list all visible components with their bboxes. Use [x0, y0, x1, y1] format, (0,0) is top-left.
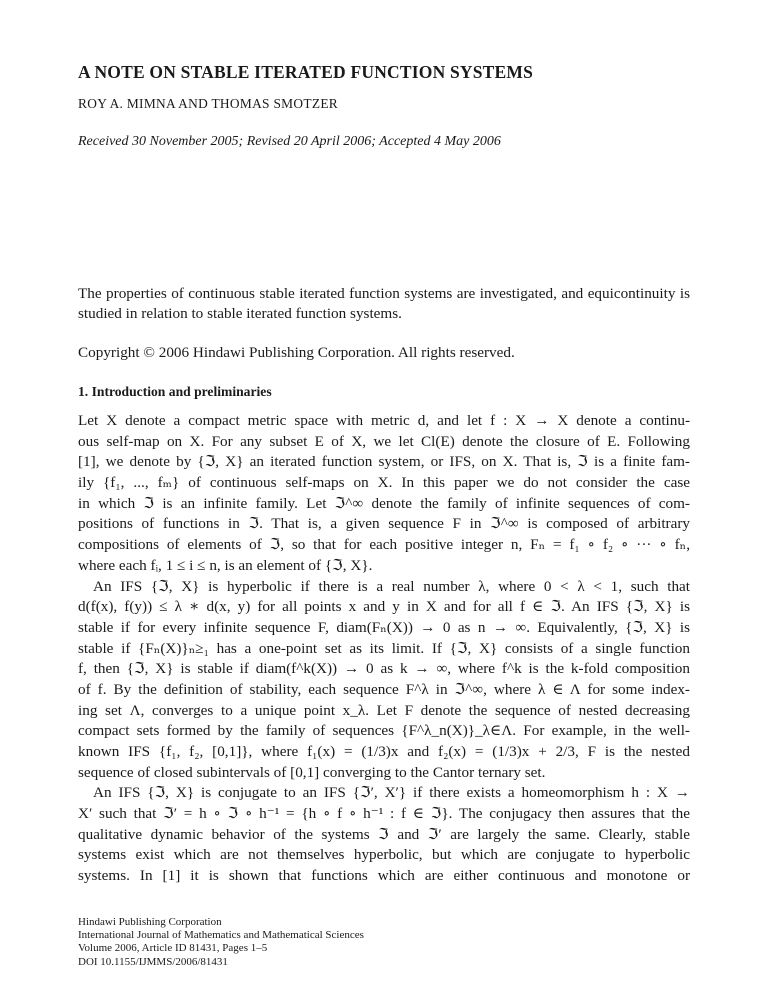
body-line: where each fᵢ, 1 ≤ i ≤ n, is an element of {ℑ, X}.: [78, 556, 373, 574]
body-line: [1], we denote by {ℑ, X} an iterated function system, or IFS, on X. That is, ℑ is a finite fam-: [78, 453, 690, 471]
body-line: qualitative dynamic behavior of the systems ℑ and ℑ′ are largely the same. Clearly, stable: [78, 825, 690, 843]
body-line: f, then {ℑ, X} is stable if diam(f^k(X)) → 0 as k → ∞, where f^k is the k-fold composition: [78, 660, 690, 678]
body-line: ous self-map on X. For any subset E of X, we let Cl(E) denote the closure of E. Following: [78, 432, 690, 450]
body-line: ing set Λ, converges to a unique point x_λ. Let F denote the sequence of nested decreasing: [78, 701, 690, 719]
journal-name: International Journal of Mathematics and Mathematical Sciences: [78, 929, 364, 942]
body-line: systems exist which are not themselves hyperbolic, but which are conjugate to hyperbolic: [78, 846, 690, 864]
volume-info: Volume 2006, Article ID 81431, Pages 1–5: [78, 942, 268, 955]
received-dates: Received 30 November 2005; Revised 20 April 2006; Accepted 4 May 2006: [78, 134, 501, 149]
body-line: known IFS {f₁, f₂, [0,1]}, where f₁(x) = (1/3)x and f₂(x) = (1/3)x + 2/3, F is the nested: [78, 743, 690, 760]
body-line: in which ℑ is an infinite family. Let ℑ^∞ denote the family of infinite sequences of com-: [78, 494, 690, 512]
body-line: compact sets formed by the family of sequences {F^λ_n(X)}_λ∈Λ. For example, in the well-: [78, 722, 690, 740]
body-line: An IFS {ℑ, X} is conjugate to an IFS {ℑ′, X′} if there exists a homeomorphism h : X →: [93, 784, 690, 802]
body-line: sequence of closed subintervals of [0,1] converging to the Cantor ternary set.: [78, 763, 546, 781]
body-line: Let X denote a compact metric space with metric d, and let f : X → X denote a continu-: [78, 412, 690, 429]
body-line: stable if {Fₙ(X)}ₙ≥₁ has a one-point set as its limit. If {ℑ, X} consists of a single function: [78, 639, 690, 657]
doi: DOI 10.1155/IJMMS/2006/81431: [78, 955, 228, 968]
body-line: systems. In [1] it is shown that functions which are either continuous and monotone or: [78, 867, 690, 885]
publisher-name: Hindawi Publishing Corporation: [78, 916, 222, 928]
body-line: compositions of elements of ℑ, so that for each positive integer n, Fₙ = f₁ ∘ f₂ ∘ ··· ∘ fₙ,: [78, 536, 690, 554]
author-list: ROY A. MIMNA AND THOMAS SMOTZER: [78, 96, 339, 111]
body-line: ily {f₁, ..., fₘ} of continuous self-maps on X. In this paper we do not consider the case: [78, 474, 690, 492]
copyright-notice: Copyright © 2006 Hindawi Publishing Corporation. All rights reserved.: [78, 344, 515, 361]
body-line: positions of functions in ℑ. That is, a given sequence F in ℑ^∞ is composed of arbitrary: [78, 515, 690, 533]
body-line: stable if for every infinite sequence F, diam(Fₙ(X)) → 0 as n → ∞. Equivalently, {ℑ, X} is: [78, 618, 690, 636]
abstract: The properties of continuous stable iterated function systems are investigated, and equicontinuity is studied in relation to stable iterated function systems.: [78, 285, 690, 322]
body-line: of f. By the definition of stability, each sequence F^λ in ℑ^∞, where λ ∈ Λ for some index-: [78, 680, 690, 698]
body-line: X′ such that ℑ′ = h ∘ ℑ ∘ h⁻¹ = {h ∘ f ∘ h⁻¹ : f ∈ ℑ}. The conjugacy then assures that the: [78, 805, 690, 823]
paper-title: A NOTE ON STABLE ITERATED FUNCTION SYSTEMS: [78, 62, 534, 82]
section-heading: 1. Introduction and preliminaries: [78, 384, 272, 399]
body-text: [78, 411, 690, 887]
body-line: An IFS {ℑ, X} is hyperbolic if there is a real number λ, where 0 < λ < 1, such that: [93, 577, 690, 595]
publication-footer: [78, 916, 364, 969]
body-line: d(f(x), f(y)) ≤ λ ∗ d(x, y) for all points x and y in X and for all f ∈ ℑ. An IFS {ℑ, X} is: [78, 598, 690, 616]
